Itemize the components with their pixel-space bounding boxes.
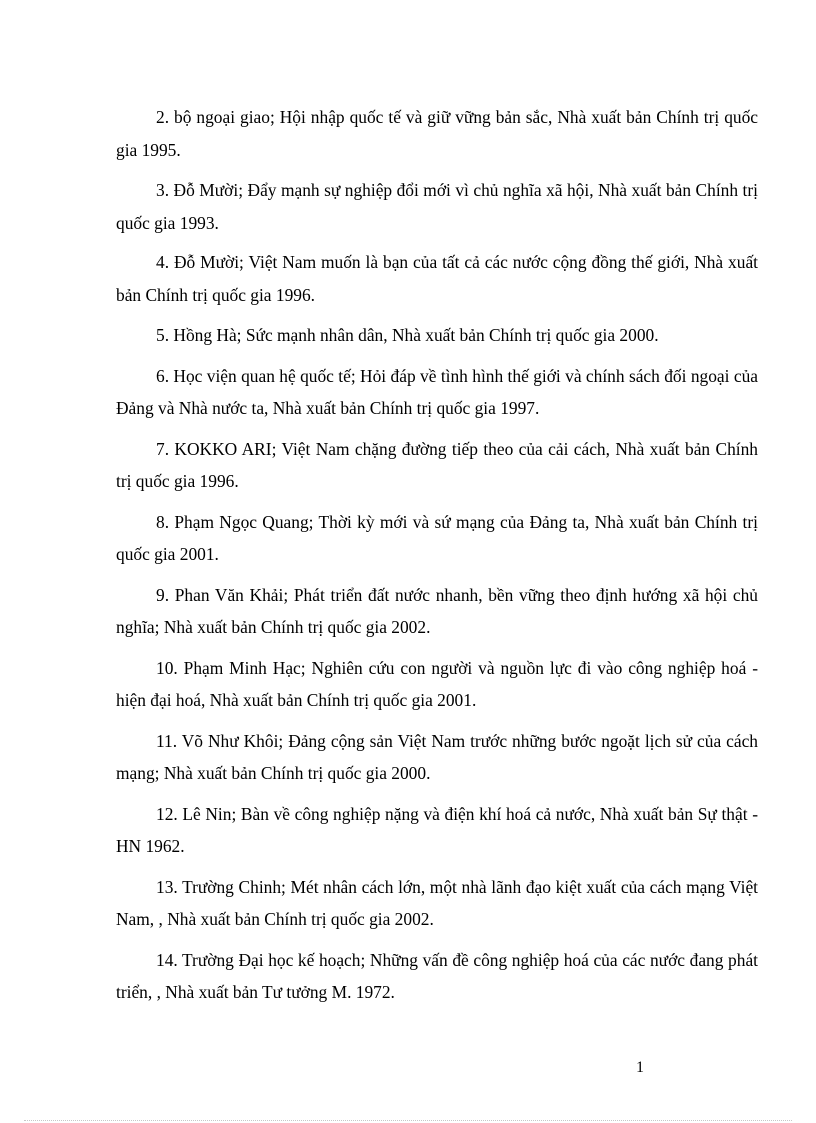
reference-text: 13. Trường Chinh; Mét nhân cách lớn, một nhà lãnh đạo kiệt xuất của cách mạng Việt Nam, , Nhà xuất bản Chính trị quốc gia 2002. bbox=[116, 876, 758, 929]
reference-item bbox=[116, 652, 758, 717]
reference-text: 12. Lê Nin; Bàn về công nghiệp nặng và điện khí hoá cả nước, Nhà xuất bản Sự thật - HN 1962. bbox=[116, 803, 758, 856]
page-number: 1 bbox=[636, 1059, 644, 1076]
reference-item bbox=[116, 944, 758, 1009]
reference-text: 4. Đỗ Mười; Việt Nam muốn là bạn của tất cả các nước cộng đồng thế giới, Nhà xuất bản Chính trị quốc gia 1996. bbox=[116, 252, 758, 305]
reference-item bbox=[116, 174, 758, 239]
reference-item bbox=[116, 579, 758, 644]
reference-text: 10. Phạm Minh Hạc; Nghiên cứu con người và nguồn lực đi vào công nghiệp hoá - hiện đại hoá, Nhà xuất bản Chính trị quốc gia 2001. bbox=[116, 657, 758, 710]
reference-text: 8. Phạm Ngọc Quang; Thời kỳ mới và sứ mạng của Đảng ta, Nhà xuất bản Chính trị quốc gia 2001. bbox=[116, 511, 758, 564]
reference-item bbox=[116, 798, 758, 863]
reference-item bbox=[116, 725, 758, 790]
reference-text: 14. Trường Đại học kế hoạch; Những vấn đề công nghiệp hoá của các nước đang phát triển, , Nhà xuất bản Tư tưởng M. 1972. bbox=[116, 949, 758, 1002]
reference-text: 3. Đỗ Mười; Đẩy mạnh sự nghiệp đổi mới vì chủ nghĩa xã hội, Nhà xuất bản Chính trị quốc gia 1993. bbox=[116, 180, 758, 233]
reference-text: 11. Võ Như Khôi; Đảng cộng sản Việt Nam trước những bước ngoặt lịch sử của cách mạng; Nhà xuất bản Chính trị quốc gia 2000. bbox=[116, 730, 758, 783]
reference-item bbox=[116, 319, 758, 352]
reference-item bbox=[116, 871, 758, 936]
reference-text: 9. Phan Văn Khải; Phát triển đất nước nhanh, bền vững theo định hướng xã hội chủ nghĩa; Nhà xuất bản Chính trị quốc gia 2002. bbox=[116, 584, 758, 637]
page-divider bbox=[24, 1120, 792, 1121]
reference-item bbox=[116, 246, 758, 311]
reference-text: 6. Học viện quan hệ quốc tế; Hỏi đáp về tình hình thế giới và chính sách đối ngoại của Đảng và Nhà nước ta, Nhà xuất bản Chính trị quốc gia 1997. bbox=[116, 365, 758, 418]
reference-item bbox=[116, 101, 758, 166]
reference-text: 2. bộ ngoại giao; Hội nhập quốc tế và giữ vững bản sắc, Nhà xuất bản Chính trị quốc gia 1995. bbox=[116, 107, 758, 160]
reference-text: 5. Hồng Hà; Sức mạnh nhân dân, Nhà xuất bản Chính trị quốc gia 2000. bbox=[156, 325, 659, 345]
reference-item bbox=[116, 506, 758, 571]
reference-text: 7. KOKKO ARI; Việt Nam chặng đường tiếp theo của cải cách, Nhà xuất bản Chính trị quốc gia 1996. bbox=[116, 438, 758, 491]
reference-item bbox=[116, 360, 758, 425]
reference-item bbox=[116, 433, 758, 498]
reference-list bbox=[116, 101, 758, 1017]
